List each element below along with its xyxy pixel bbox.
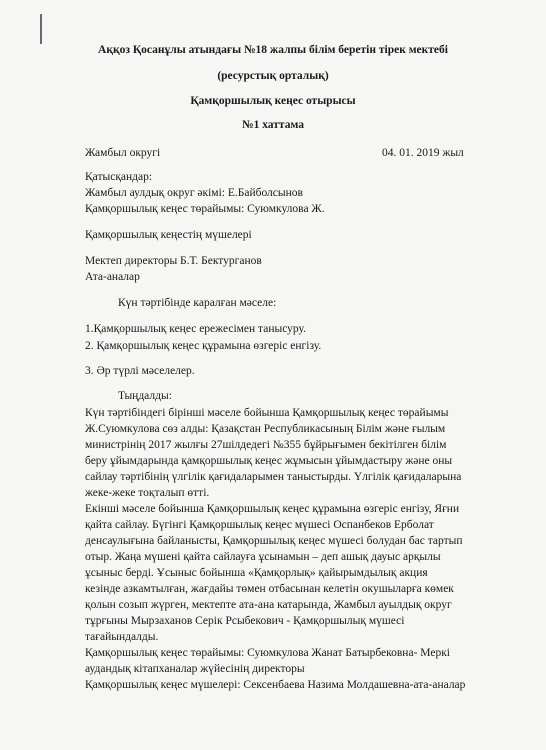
date: 04. 01. 2019 жыл — [382, 147, 464, 159]
body-line: тұрғыны Мырзаханов Серік Рсыбекович - Қамқоршылық мүшесі — [85, 615, 405, 627]
school-name: Аққоз Қосанұлы атындағы №18 жалпы білім беретін тірек мектебі — [98, 44, 448, 56]
agenda-item: 1.Қамқоршылық кеңес ережесімен танысуру. — [85, 323, 306, 335]
body-line: беру ұйымдарында қамқоршылық кеңес жұмысын ұйымдастыру және оны — [85, 455, 453, 467]
district: Жамбыл округі — [85, 147, 161, 159]
body-line: Күн тәртібіндегі бірінші мәселе бойынша Қамқоршылық кеңес төрайымы — [85, 407, 449, 419]
scan-mark — [40, 14, 42, 44]
participant-line: Ата-аналар — [85, 271, 140, 283]
body-line: Екінші мәселе бойынша Қамқоршылық кеңес құрамына өзгеріс енгізу, Яғни — [85, 503, 460, 515]
body-line: Қамқоршылық кеңес төрайымы: Суюмкулова Жанат Батырбековна- Меркі — [85, 647, 450, 659]
body-line: отыр. Жаңа мүшені қайта сайлауға ұсынамын – деп ашық дауыс арқылы — [85, 551, 441, 563]
body-line: қолын созып жүрген, мектепте ата-ана катарында, Жамбыл ауылдық округ — [85, 599, 452, 611]
agenda-heading: Күн тәртібінде каралған мәселе: — [118, 297, 277, 309]
body-line: ұсыныс берді. Ұсыныс бойынша «Қамқорлық» қайырымдылық акция — [85, 567, 428, 579]
body-line: қайта сайлау. Бүгінгі Қамқоршылық кеңес мүшесі Оспанбеков Ерболат — [85, 519, 434, 531]
heard-heading: Тыңдалды: — [118, 390, 172, 402]
participants-heading: Қатысқандар: — [85, 171, 153, 183]
body-line: жеке-жеке тоқталып өтті. — [85, 487, 210, 499]
body-line: Ж.Суюмкулова сөз алды: Қазақстан Республикасының Білім және ғылым — [85, 423, 446, 435]
agenda-item: 3. Әр түрлі мәселелер. — [85, 365, 195, 377]
participant-line: Қамқоршылық кеңес төрайымы: Суюмкулова Ж. — [85, 203, 325, 215]
body-line: министрінің 2017 жылғы 27шілдедегі №355 бұйрығымен бекітілген білім — [85, 439, 447, 451]
body-line: Қамқоршылық кеңес мүшелері: Сексенбаева Назима Молдашевна-ата-аналар — [85, 679, 466, 691]
center-subtitle: (ресурстық орталық) — [217, 70, 329, 82]
body-line: аудандық кітапханалар жүйесінің директоры — [85, 663, 305, 675]
body-line: денсаулығына байланысты, Қамқоршылық кеңес мүшесі болудан бас тартып — [85, 535, 463, 547]
agenda-item: 2. Қамқоршылық кеңес құрамына өзгеріс енгізу. — [85, 340, 322, 352]
document-title: Қамқоршылық кеңес отырысы — [190, 95, 356, 107]
body-line: сайлау тәртібінің үлгілік қағидаларымен таныстырды. Үлгілік қағидаларына — [85, 471, 462, 483]
participant-line: Жамбыл аулдық округ әкімі: Е.Байболсынов — [85, 187, 303, 199]
body-line: кезінде азкамтылған, жағдайы төмен отбасынан келетін окушыларға көмек — [85, 583, 454, 595]
body-line: тағайындалды. — [85, 631, 159, 643]
participant-line: Мектеп директоры Б.Т. Бектурганов — [85, 255, 262, 267]
protocol-number: №1 хаттама — [242, 119, 304, 131]
participant-line: Қамқоршылық кеңестің мүшелері — [85, 229, 252, 241]
